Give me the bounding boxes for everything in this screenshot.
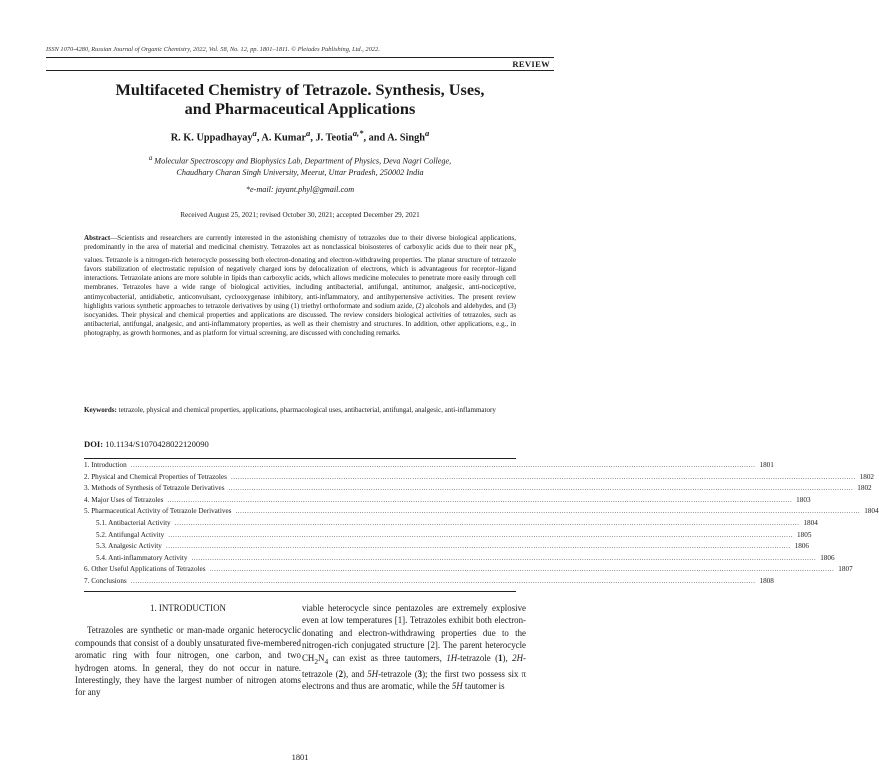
- toc-entry-page: 1807: [838, 565, 853, 574]
- toc-entry[interactable]: [84, 483, 872, 495]
- toc-leader-dots: ................................................................................................................................................................................................................................................................................: [235, 507, 861, 516]
- toc-entry-label: 5.2. Antifungal Activity: [96, 530, 165, 539]
- author-name: J. Teotia: [315, 132, 353, 144]
- toc-entry[interactable]: [84, 460, 774, 472]
- toc-entry-page: 1803: [796, 495, 811, 504]
- abstract-subscript: a: [513, 247, 516, 254]
- intro-right-column: [302, 602, 526, 693]
- toc-rule-top: [84, 458, 516, 459]
- affiliation: [40, 153, 560, 178]
- toc-entry-page: 1806: [820, 553, 835, 562]
- toc-leader-dots: ................................................................................................................................................................................................................................................................................: [209, 565, 835, 574]
- author-mark: a: [424, 128, 430, 138]
- toc-entry-page: 1802: [857, 484, 872, 493]
- toc-leader-dots: ................................................................................................................................................................................................................................................................................: [165, 542, 791, 551]
- toc-leader-dots: ................................................................................................................................................................................................................................................................................: [230, 472, 856, 481]
- doi: [84, 439, 209, 449]
- title-line-1: Multifaceted Chemistry of Tetrazole. Synthesis, Uses,: [115, 80, 485, 99]
- doi-value[interactable]: 10.1134/S1070428022120090: [105, 439, 209, 449]
- toc-entry-label: 2. Physical and Chemical Properties of Tetrazoles: [84, 472, 227, 481]
- toc-entry-page: 1808: [759, 576, 774, 585]
- author-list: R. K. Uppadhayay$^a$, A. Kumar$^a$, J. Teotia$^{a,*}$, and A. Singh$^a$: [170, 128, 430, 144]
- toc-entry[interactable]: [84, 541, 810, 553]
- article-title: [40, 80, 560, 118]
- toc-entry-label: 5.4. Anti-inflammatory Activity: [96, 553, 188, 562]
- table-of-contents: [84, 460, 879, 588]
- abstract: [84, 234, 516, 339]
- toc-entry-label: 1. Introduction: [84, 461, 127, 469]
- author-name: R. K. Uppadhayay: [170, 132, 253, 144]
- toc-entry[interactable]: [84, 518, 818, 530]
- intro-heading: 1. INTRODUCTION: [150, 603, 226, 613]
- toc-entry[interactable]: [84, 506, 879, 518]
- received-dates: Received August 25, 2021; revised October 30, 2021; accepted December 29, 2021: [180, 211, 420, 219]
- toc-entry[interactable]: [84, 495, 811, 507]
- toc-leader-dots: ................................................................................................................................................................................................................................................................................: [174, 518, 800, 527]
- toc-entry[interactable]: [84, 576, 774, 588]
- abstract-label: Abstract: [84, 234, 111, 242]
- header-rule-bottom: [46, 70, 554, 71]
- author-name: A. Singh: [387, 132, 425, 144]
- keywords: [84, 406, 516, 416]
- affiliation-line-2: Chaudhary Charan Singh University, Meerut, Uttar Pradesh, 250002 India: [176, 167, 424, 177]
- page-number: 1801: [291, 753, 309, 762]
- toc-entry[interactable]: [84, 472, 875, 484]
- author-mark: a: [252, 128, 257, 138]
- toc-entry-label: 5.1. Antibacterial Activity: [96, 518, 171, 527]
- title-line-2: and Pharmaceutical Applications: [184, 99, 416, 118]
- toc-entry-page: 1804: [864, 507, 879, 516]
- header-rule-top: [46, 57, 554, 58]
- toc-entry-page: 1804: [803, 518, 818, 527]
- corresponding-email[interactable]: *e-mail: jayant.phyl@gmail.com: [245, 185, 355, 194]
- toc-leader-dots: ................................................................................................................................................................................................................................................................................: [228, 484, 854, 493]
- toc-leader-dots: ................................................................................................................................................................................................................................................................................: [167, 495, 793, 504]
- section-label: REVIEW: [512, 59, 550, 69]
- toc-leader-dots: ................................................................................................................................................................................................................................................................................: [130, 576, 756, 585]
- author-mark: a: [306, 128, 311, 138]
- toc-entry-page: 1805: [797, 530, 812, 539]
- toc-entry[interactable]: [84, 564, 853, 576]
- journal-citation: ISSN 1070-4280, Russian Journal of Organic Chemistry, 2022, Vol. 58, No. 12, pp. 1801–1811. © Pleiades Publishing, Ltd., 2022.: [46, 46, 380, 53]
- keywords-text: tetrazole, physical and chemical properties, applications, pharmacological uses, antibacterial, antifungal, analgesic, anti-inflammatory: [118, 406, 496, 414]
- intro-paragraph: Tetrazoles are synthetic or man-made organic heterocyclic compounds that consist of a doubly unsaturated five-membered aromatic ring with four nitrogen, one carbon, and two hydrogen atoms. In general, they do not occur in nature. Interestingly, they have the largest number of nitrogen atoms for any: [75, 625, 301, 698]
- toc-leader-dots: ................................................................................................................................................................................................................................................................................: [130, 461, 756, 469]
- author-mark: a,*: [352, 128, 364, 138]
- abstract-text-2: values. Tetrazole is a nitrogen-rich heterocycle possessing both electron-donating and electron-withdrawing properties. The planar structure of tetrazole favors stabilization of electrostatic repulsion of negatively charged ions by delocalization of electrons, which is advantageous for receptor–ligand interactions. Tetrazolate anions are more soluble in lipids than carboxylic acids, which allows medicine molecules to penetrate more easily through cell membranes. Tetrazoles have a wide range of biological activities, including antibacterial, antifungal, antitumor, analgesic, anti-nociceptive, antimycobacterial, antidiabetic, anticonvulsant, cyclooxygenase inhibitory, anti-inflammatory, and antihypertensive activities. The present review highlights various synthetic approaches to tetrazole derivatives by using (1) triethyl orthoformate and sodium azide, (2) alcohols and aldehydes, and (3) isocyanides. Their physical and chemical properties and applications are discussed. The review considers biological activities of tetrazoles, such as antibacterial, antifungal, analgesic, and anti-inflammatory properties, as well as their chemistry and structures. In addition, other applications, e.g., in photography, as growth hormones, and as platform for virtual screening, are discussed with concluding remarks.: [84, 255, 516, 338]
- affiliation-mark: a: [148, 155, 153, 162]
- intro-paragraph-continued: viable heterocycle since pentazoles are extremely explosive even at low temperatures [1]. Tetrazoles exhibit both electron-donating and electron-withdrawing properties due to the nitrogen-rich conjugated structure [2]. The parent heterocycle $CH_2N_4$ can exist as three tautomers, 1H-tetrazole (1), 2H-tetrazole (2), and 5H-tetrazole (3); the first two possess six π electrons and thus are aromatic, while the 5H tautomer is: [302, 603, 526, 692]
- toc-entry-label: 3. Methods of Synthesis of Tetrazole Derivatives: [84, 484, 225, 493]
- abstract-text-1: —Scientists and researchers are currently interested in the astonishing chemistry of tetrazoles due to their diverse biological applications, predominantly in the area of material and medicinal chemistry. Tetrazoles act as nonclassical bioisosteres of carboxylic acids due to their near pK: [84, 234, 516, 252]
- toc-rule-bottom: [84, 591, 516, 592]
- toc-entry-label: 6. Other Useful Applications of Tetrazoles: [84, 565, 206, 574]
- toc-entry-label: 5.3. Analgesic Activity: [96, 542, 162, 551]
- toc-entry-label: 4. Major Uses of Tetrazoles: [84, 495, 164, 504]
- toc-entry-page: 1806: [794, 542, 810, 551]
- author-name: A. Kumar: [261, 132, 307, 144]
- toc-entry[interactable]: [84, 553, 835, 565]
- toc-leader-dots: ................................................................................................................................................................................................................................................................................: [191, 553, 817, 562]
- intro-left-column: [75, 602, 301, 699]
- toc-entry-label: 5. Pharmaceutical Activity of Tetrazole Derivatives: [84, 507, 232, 516]
- toc-entry-page: 1801: [759, 461, 774, 469]
- toc-entry[interactable]: [84, 530, 812, 542]
- keywords-label: Keywords:: [84, 406, 117, 414]
- doi-label: DOI:: [84, 439, 104, 449]
- toc-entry-page: 1802: [859, 472, 875, 481]
- toc-entry-label: 7. Conclusions: [84, 576, 127, 585]
- affiliation-line-1: Molecular Spectroscopy and Biophysics Lab, Department of Physics, Deva Nagri College,: [154, 156, 452, 166]
- toc-leader-dots: ................................................................................................................................................................................................................................................................................: [168, 530, 794, 539]
